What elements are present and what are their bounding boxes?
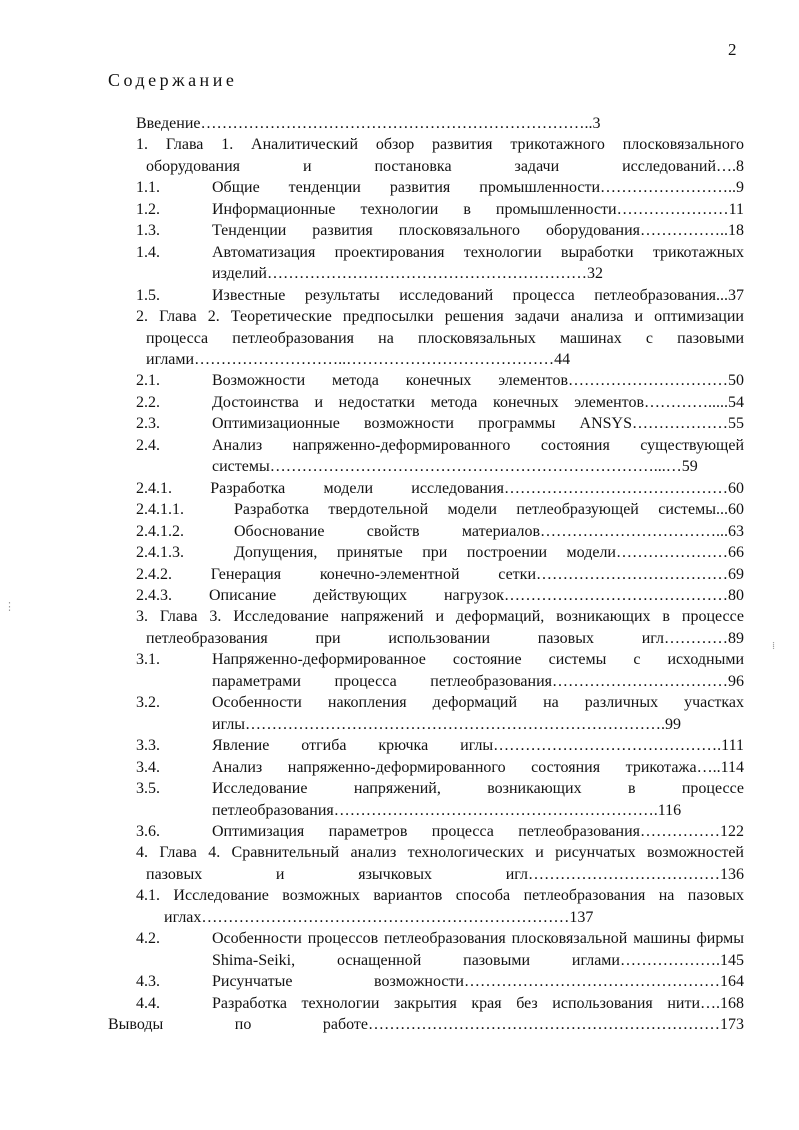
toc-entry-1-4[interactable] [136, 242, 744, 285]
toc-entry-3-2[interactable] [136, 692, 744, 735]
toc-entry-text: Оптимизация параметров процесса петлеобразования……………122 [212, 822, 744, 840]
toc-entry-text: Известные результаты исследований процесса петлеобразования...37 [212, 286, 744, 304]
toc-entry-2-4-2[interactable] [108, 564, 744, 585]
toc-entry-text: Особенности накопления деформаций на различных участках иглы…………………………………………………………………….99 [212, 694, 744, 733]
toc-entry-text: Рисунчатые возможности…………………………………………164 [212, 973, 744, 991]
toc-entry-number: 2.2. [136, 393, 160, 411]
toc-entry-number: 2.4.1.1. [136, 501, 184, 519]
toc-entry-3-5[interactable] [136, 778, 744, 821]
toc-entry-3-6[interactable] [136, 821, 744, 842]
toc-entry-text: 2. Глава 2. Теоретические предпосылки решения задачи анализа и оптимизации процесса петлеобразования на плосковязальных машинах с пазовыми иглами………………………..…………………………………44 [136, 308, 744, 368]
toc-entry-3-4[interactable] [136, 757, 744, 778]
toc-entry-text: 3. Глава 3. Исследование напряжений и деформаций, возникающих в процессе петлеобразования при использовании пазовых игл…………89 [136, 608, 744, 647]
toc-entry-2-4-1-3[interactable] [136, 542, 744, 563]
toc-entry-4-3[interactable] [136, 971, 744, 992]
toc-entry-number: 1.5. [136, 286, 160, 304]
toc-entry-number: 3.3. [136, 737, 160, 755]
toc-entry-1-3[interactable] [136, 220, 744, 241]
toc-entry-number: 2.4.1.2. [136, 522, 184, 540]
toc-title: Содержание [108, 70, 238, 90]
toc-entry-text: Разработка технологии закрытия края без использования нити….168 [212, 994, 744, 1012]
toc-entry-text: 4.1. Исследование возможных вариантов способа петлеобразования на пазовых иглах……………………………………………………………137 [136, 887, 744, 926]
toc-entry-text: Выводы по работе…………………………………………………………173 [108, 1016, 744, 1034]
toc-entry-text: Напряженно-деформированное состояние системы с исходными параметрами процесса петлеобразования……………………………96 [212, 651, 744, 690]
toc-entry-text: Возможности метода конечных элементов…………………………50 [212, 372, 744, 390]
toc-entry-number: 3.1. [136, 651, 160, 669]
toc-entry-number: 3.2. [136, 694, 160, 712]
toc-entry-chapter-2[interactable] [108, 306, 744, 370]
toc-entry-text: Тенденции развития плосковязального оборудования……………..18 [212, 222, 744, 240]
table-of-contents [108, 113, 744, 1035]
toc-entry-1-1[interactable] [136, 177, 744, 198]
toc-entry-number: 3.5. [136, 780, 160, 798]
toc-entry-1-5[interactable] [136, 285, 744, 306]
toc-entry-text: Оптимизационные возможности программы ANSYS………………55 [212, 415, 744, 433]
toc-entry-text: Исследование напряжений, возникающих в процессе петлеобразования…………………………………………………….116 [212, 780, 744, 819]
toc-entry-2-1[interactable] [136, 370, 744, 391]
toc-entry-2-2[interactable] [136, 392, 744, 413]
toc-entry-number: 4.3. [136, 973, 160, 991]
toc-entry-text: Особенности процессов петлеобразования плосковязальной машины фирмы Shima-Seiki, оснащенной пазовыми иглами……………….145 [212, 930, 744, 969]
toc-entry-number: 2.1. [136, 372, 160, 390]
toc-entry-text: 2.4.3. Описание действующих нагрузок……………………………………80 [136, 586, 744, 604]
toc-entry-text: Анализ напряженно-деформированного состояния существующей системы………………………………………………………………...…59 [212, 436, 744, 476]
toc-entry-chapter-4[interactable] [108, 842, 744, 885]
toc-entry-text: Информационные технологии в промышленности…………………11 [212, 200, 744, 218]
toc-entry-text: 1. Глава 1. Аналитический обзор развития трикотажного плосковязального оборудования и постановка задачи исследований….8 [136, 136, 744, 175]
toc-entry-number: 1.4. [136, 243, 160, 261]
toc-entry-number: 1.2. [136, 200, 160, 218]
toc-entry-4-1[interactable] [136, 885, 744, 928]
toc-entry-number: 3.4. [136, 758, 160, 776]
scan-mark-left: ⋮ [4, 601, 15, 613]
toc-entry-text: Общие тенденции развития промышленности……………………..9 [212, 179, 744, 197]
toc-entry-text: Достоинства и недостатки метода конечных элементов………….....54 [212, 393, 744, 411]
toc-entry-3-3[interactable] [136, 735, 744, 756]
toc-entry-text: 2.4.2. Генерация конечно-элементной сетки………………………………69 [136, 565, 744, 583]
toc-entry-2-4-1[interactable] [108, 478, 744, 499]
toc-entry-chapter-3[interactable] [108, 606, 744, 649]
toc-entry-2-3[interactable] [136, 413, 744, 434]
toc-entry-number: 1.3. [136, 222, 160, 240]
toc-entry-text: Явление отгиба крючка иглы…………………………………….111 [212, 737, 744, 755]
toc-entry-number: 4.2. [136, 930, 160, 948]
toc-entry-number: 4.4. [136, 994, 160, 1012]
toc-entry-2-4-3[interactable] [108, 585, 744, 606]
toc-entry-number: 1.1. [136, 179, 160, 197]
toc-entry-4-4[interactable] [136, 993, 744, 1014]
toc-entry-intro[interactable] [108, 113, 744, 134]
toc-entry-conclusions[interactable] [108, 1014, 744, 1035]
toc-entry-chapter-1[interactable] [108, 134, 744, 177]
toc-entry-text: Автоматизация проектирования технологии выработки трикотажных изделий……………………………………………………32 [212, 243, 744, 283]
page-number: 2 [728, 40, 737, 59]
toc-entry-number: 3.6. [136, 822, 160, 840]
toc-entry-text: Обоснование свойств материалов……………………………...63 [234, 522, 744, 540]
toc-entry-2-4-1-2[interactable] [136, 521, 744, 542]
toc-entry-2-4-1-1[interactable] [136, 499, 744, 520]
scan-mark-right: ⁞ [772, 640, 776, 652]
toc-entry-4-2[interactable] [136, 928, 744, 971]
toc-entry-text: Допущения, принятые при построении модели…………………66 [234, 544, 744, 562]
toc-entry-number: 2.4.1.3. [136, 544, 184, 562]
toc-entry-number: 2.3. [136, 415, 160, 433]
toc-entry-number: 2.4. [136, 436, 160, 454]
toc-entry-text: 4. Глава 4. Сравнительный анализ технологических и рисунчатых возможностей пазовых и язычковых игл………………………………136 [136, 844, 744, 883]
toc-entry-text: 2.4.1. Разработка модели исследования……………………………………60 [136, 479, 744, 497]
toc-entry-2-4[interactable] [136, 435, 744, 478]
toc-entry-text: Введение………………………………………………………………..3 [136, 115, 601, 132]
toc-entry-1-2[interactable] [136, 199, 744, 220]
toc-entry-3-1[interactable] [136, 649, 744, 692]
toc-entry-text: Разработка твердотельной модели петлеобразующей системы...60 [234, 501, 744, 519]
toc-entry-text: Анализ напряженно-деформированного состояния трикотажа…..114 [212, 758, 744, 776]
